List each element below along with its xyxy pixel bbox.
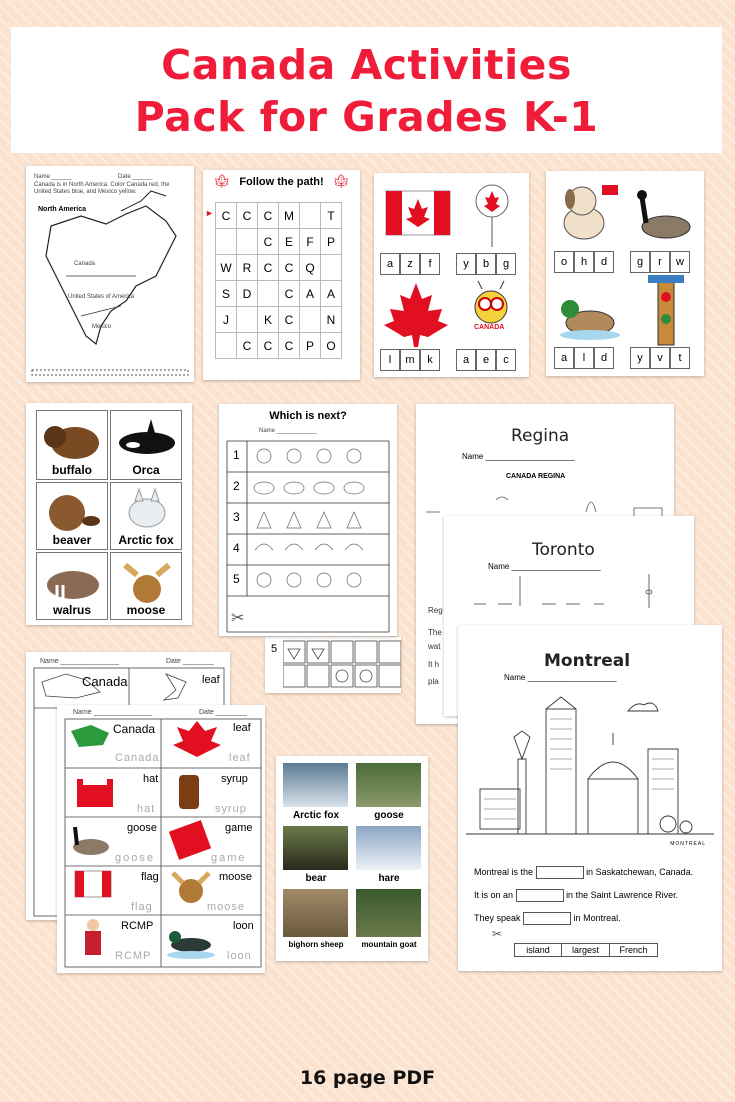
puppy-icon xyxy=(552,177,622,245)
beaver-icon xyxy=(37,485,107,537)
photo-label: goose xyxy=(374,810,404,821)
word-label: game xyxy=(225,822,253,834)
letter-choice[interactable]: w xyxy=(670,251,690,273)
tracing-word: RCMP xyxy=(115,950,152,962)
path-grid-cell[interactable]: C xyxy=(237,203,258,229)
orca-icon xyxy=(111,413,181,465)
animal-card[interactable] xyxy=(110,552,182,620)
tracing-word: flag xyxy=(131,901,153,913)
start-arrow-icon: ► xyxy=(205,208,214,218)
clip-cards-animals-sheet xyxy=(546,171,704,376)
letter-row-3 xyxy=(380,349,440,371)
path-grid-cell[interactable]: F xyxy=(300,229,321,255)
name-label: Name xyxy=(462,452,484,461)
letter-choice[interactable]: l xyxy=(380,349,400,371)
scissors-icon: ✂ xyxy=(492,927,503,941)
follow-the-path-sheet xyxy=(203,170,360,380)
north-america-map-sheet: Name ______ Date ______ Canada is in North America. Color Canada red, the United States blue, and Mexico yellow. North America Canada United States of America Mexico xyxy=(26,166,194,382)
path-grid-cell[interactable]: C xyxy=(258,255,279,281)
maple-leaf-balloon-icon xyxy=(462,179,522,249)
moose-icon xyxy=(111,555,181,607)
word-label: Canada xyxy=(82,674,128,689)
letter-choice[interactable]: y xyxy=(456,253,476,275)
path-grid-cell[interactable]: O xyxy=(321,333,342,359)
word-label: loon xyxy=(233,920,254,932)
animal-label: moose xyxy=(126,603,166,617)
word-tracing-back-sheet: Name _______________ Date ________ Canada leaf xyxy=(26,652,230,920)
partial-line: wat xyxy=(428,642,441,651)
word-label: moose xyxy=(219,871,253,883)
sentence-start: They speak xyxy=(474,912,521,923)
animal-card[interactable] xyxy=(36,410,108,480)
animal-label: Orca xyxy=(132,463,160,477)
animal-cards-sheet xyxy=(26,403,192,625)
tracing-word: syrup xyxy=(215,803,247,815)
word-label: leaf xyxy=(202,674,220,686)
word-label: hat xyxy=(143,773,159,785)
arctic-fox-photo xyxy=(283,763,348,807)
which-is-next-sheet: Which is next? Name ____________ 1 2 3 4 5 ✂ xyxy=(219,404,397,636)
letter-choice[interactable]: g xyxy=(496,253,516,275)
sentence-end: in the Saint Lawrence River. xyxy=(566,889,679,900)
letter-choice[interactable]: o xyxy=(554,251,574,273)
name-label: Name xyxy=(488,562,510,571)
montreal-sheet: Montreal Name ____________________ MONTREAL Montreal is the in Saskatchewan, Canada. It is on an in the Saint Lawrence River. They speak in Montreal. ✂ island largest French xyxy=(458,625,722,971)
goose-photo xyxy=(356,763,421,807)
animal-label: beaver xyxy=(52,533,92,547)
path-grid-row xyxy=(216,203,342,229)
which-next-title: Which is next? xyxy=(269,410,347,422)
walrus-icon xyxy=(37,555,107,607)
path-grid-row xyxy=(216,229,342,255)
maple-leaf-icon xyxy=(380,279,452,349)
letter-choice[interactable]: a xyxy=(554,347,574,369)
letter-row-3 xyxy=(554,347,614,369)
letter-choice[interactable]: a xyxy=(380,253,400,275)
tracing-word: loon xyxy=(227,950,252,962)
path-grid-cell[interactable]: E xyxy=(279,229,300,255)
path-grid-cell[interactable] xyxy=(237,229,258,255)
word-label: leaf xyxy=(233,722,251,734)
row-number: 4 xyxy=(233,541,240,555)
page-count-footer: 16 page PDF xyxy=(299,1067,436,1089)
path-grid-cell[interactable]: D xyxy=(237,281,258,307)
north-america-map xyxy=(26,166,194,382)
letter-row-4 xyxy=(456,349,516,371)
letter-choice[interactable]: b xyxy=(476,253,496,275)
photo-label: bighorn sheep xyxy=(288,940,344,949)
animal-photo-cards-sheet xyxy=(276,756,428,961)
title-banner xyxy=(11,27,722,153)
letter-choice[interactable]: e xyxy=(476,349,496,371)
tracing-word: goose xyxy=(115,852,155,864)
name-label: Name xyxy=(259,428,276,434)
path-title: Follow the path! xyxy=(239,176,324,188)
label-usa: United States of America xyxy=(68,294,135,300)
canada-flag-icon xyxy=(382,183,454,248)
blank-input[interactable] xyxy=(516,889,564,902)
word-bank-item[interactable]: largest xyxy=(562,943,610,957)
regina-sheet: Regina Name ____________________ CANADA REGINA Reg The wat It h pla xyxy=(416,404,674,724)
title-line-1: Canada Activities xyxy=(161,41,572,89)
letter-choice[interactable]: h xyxy=(574,251,594,273)
path-grid-cell[interactable] xyxy=(258,281,279,307)
row-number: 1 xyxy=(233,448,240,462)
path-grid-cell[interactable]: W xyxy=(216,255,237,281)
row-number: 5 xyxy=(271,643,278,655)
sentence-end: in Saskatchewan, Canada. xyxy=(586,866,694,877)
word-tracing-sheet: Name _______________ Date ________ Canada Canada leaf leaf hat hat syrup syrup goose goose game game flag flag moose moose RCMP RCMP loon loon xyxy=(57,705,265,973)
letter-choice[interactable]: z xyxy=(400,253,420,275)
goose-icon xyxy=(628,181,698,249)
bighorn-sheep-photo xyxy=(283,889,348,937)
sentence-start: It is on an xyxy=(474,889,514,900)
fill-sentence-3 xyxy=(474,912,621,925)
path-grid-cell[interactable]: S xyxy=(216,281,237,307)
animal-label: walrus xyxy=(52,603,91,617)
canada-mascot-icon xyxy=(458,277,524,347)
totem-pole-icon xyxy=(646,269,686,349)
letter-row-2 xyxy=(456,253,516,275)
sentence-start: Montreal is the xyxy=(474,866,534,877)
word-bank-item[interactable]: French xyxy=(610,943,658,957)
path-grid-cell[interactable]: R xyxy=(237,255,258,281)
path-grid-cell[interactable]: C xyxy=(258,203,279,229)
regina-partial-text xyxy=(428,596,443,688)
letter-choice[interactable]: m xyxy=(400,349,420,371)
map-title: North America xyxy=(38,206,86,213)
name-label: Name xyxy=(504,673,526,682)
word-label: syrup xyxy=(221,773,248,785)
path-grid-cell[interactable]: K xyxy=(258,307,279,333)
photo-label: Arctic fox xyxy=(292,810,340,821)
row-number: 5 xyxy=(233,572,240,586)
word-label: RCMP xyxy=(121,920,154,932)
pattern-row-icons xyxy=(283,639,401,689)
path-grid-cell[interactable]: A xyxy=(321,281,342,307)
word-bank xyxy=(514,943,658,957)
which-next-grid xyxy=(219,438,397,636)
letter-choice[interactable]: f xyxy=(420,253,440,275)
path-grid-row xyxy=(216,333,342,359)
path-grid-cell[interactable]: P xyxy=(300,333,321,359)
letter-choice[interactable]: t xyxy=(670,347,690,369)
partial-line: It h xyxy=(428,660,440,669)
city-title: Toronto xyxy=(532,540,595,560)
word-label: Canada xyxy=(113,722,156,736)
animal-card[interactable] xyxy=(36,482,108,550)
path-grid-cell[interactable]: C xyxy=(279,255,300,281)
path-grid-cell[interactable]: Q xyxy=(300,255,321,281)
partial-line: pla xyxy=(428,677,439,686)
tracing-word: moose xyxy=(207,901,246,913)
mountain-goat-photo xyxy=(356,889,421,937)
letter-path-grid xyxy=(215,202,342,359)
map-instructions: Canada is in North America. Color Canada red, the United States blue, and Mexico yellow. xyxy=(34,182,170,195)
fill-sentence-2 xyxy=(474,889,678,902)
letter-row-1 xyxy=(380,253,440,275)
word-label: goose xyxy=(127,822,157,834)
arctic-fox-icon xyxy=(111,485,181,537)
path-grid-cell[interactable] xyxy=(237,307,258,333)
path-grid-cell[interactable] xyxy=(300,307,321,333)
regina-caption: CANADA REGINA xyxy=(506,473,566,480)
animal-card[interactable] xyxy=(110,482,182,550)
title-line-2: Pack for Grades K-1 xyxy=(134,93,599,141)
letter-choice[interactable]: c xyxy=(496,349,516,371)
name-label: Name xyxy=(34,174,51,180)
letter-choice[interactable]: k xyxy=(420,349,440,371)
animal-label: Arctic fox xyxy=(118,533,174,547)
path-grid-cell[interactable]: C xyxy=(216,203,237,229)
path-grid-row xyxy=(216,255,342,281)
letter-choice[interactable]: d xyxy=(594,347,614,369)
photo-label: mountain goat xyxy=(361,940,417,949)
tracing-word: leaf xyxy=(229,752,251,764)
city-title: Montreal xyxy=(544,651,631,671)
path-grid-cell[interactable] xyxy=(216,229,237,255)
tracing-word: Canada xyxy=(115,752,160,764)
letter-choice[interactable]: v xyxy=(650,347,670,369)
path-grid-cell[interactable] xyxy=(216,333,237,359)
path-grid-cell[interactable]: N xyxy=(321,307,342,333)
fill-sentence-1 xyxy=(474,866,693,879)
balloon-text: CANADA xyxy=(474,324,505,331)
path-grid-cell[interactable]: C xyxy=(279,307,300,333)
path-grid-cell[interactable]: M xyxy=(279,203,300,229)
blank-input[interactable] xyxy=(523,912,571,925)
row-number: 2 xyxy=(233,479,240,493)
maple-leaf-icon: 🍁︎ xyxy=(332,173,350,189)
bear-photo xyxy=(283,826,348,870)
blank-input[interactable] xyxy=(536,866,584,879)
montreal-caption: MONTREAL xyxy=(670,841,706,847)
word-bank-item[interactable]: island xyxy=(514,943,562,957)
path-grid-cell[interactable]: T xyxy=(321,203,342,229)
sentence-end: in Montreal. xyxy=(573,912,621,923)
letter-choice[interactable]: d xyxy=(594,251,614,273)
buffalo-icon xyxy=(37,413,107,465)
letter-choice[interactable]: y xyxy=(630,347,650,369)
letter-choice[interactable]: a xyxy=(456,349,476,371)
montreal-skyline xyxy=(458,689,722,859)
date-label: Date xyxy=(166,658,181,665)
path-grid-row xyxy=(216,281,342,307)
path-grid-cell[interactable]: C xyxy=(237,333,258,359)
letter-row-4 xyxy=(630,347,690,369)
toronto-skyline xyxy=(444,572,694,612)
hare-photo xyxy=(356,826,421,870)
name-label: Name xyxy=(40,658,59,665)
clip-cards-flag-sheet xyxy=(374,173,529,377)
path-grid-cell[interactable]: C xyxy=(258,229,279,255)
date-label: Date xyxy=(199,709,214,716)
partial-line: Reg xyxy=(428,606,443,615)
duck-icon xyxy=(554,283,624,343)
label-canada: Canada xyxy=(74,261,96,267)
path-grid-cell[interactable]: J xyxy=(216,307,237,333)
letter-choice[interactable]: l xyxy=(574,347,594,369)
name-label: Name xyxy=(73,709,92,716)
path-grid-cell[interactable]: C xyxy=(258,333,279,359)
maple-leaf-icon: 🍁︎ xyxy=(213,173,231,189)
scissors-icon: ✂ xyxy=(231,610,245,627)
path-grid-cell[interactable]: A xyxy=(300,281,321,307)
photo-label: hare xyxy=(378,873,400,884)
tracing-word: game xyxy=(211,852,247,864)
animal-card[interactable] xyxy=(36,552,108,620)
row-number: 3 xyxy=(233,510,240,524)
word-label: flag xyxy=(141,871,159,883)
animal-label: buffalo xyxy=(52,463,92,477)
animal-card[interactable] xyxy=(110,410,182,480)
city-title: Regina xyxy=(511,426,570,446)
path-grid-row xyxy=(216,307,342,333)
path-grid-cell[interactable]: P xyxy=(321,229,342,255)
toronto-sheet: Toronto Name ____________________ xyxy=(444,516,694,716)
label-mexico: Mexico xyxy=(92,324,112,330)
partial-line: The xyxy=(428,628,442,637)
path-grid-cell[interactable] xyxy=(300,203,321,229)
path-grid-cell[interactable]: C xyxy=(279,333,300,359)
date-label: Date xyxy=(118,174,131,180)
tracing-word: hat xyxy=(137,803,156,815)
tracing-grid xyxy=(57,705,265,973)
path-grid-cell[interactable] xyxy=(321,255,342,281)
photo-label: bear xyxy=(305,873,327,884)
letter-row-1 xyxy=(554,251,614,273)
which-is-next-back-sheet xyxy=(265,637,401,693)
letter-choice[interactable]: r xyxy=(650,251,670,273)
letter-choice[interactable]: g xyxy=(630,251,650,273)
path-grid-cell[interactable]: C xyxy=(279,281,300,307)
